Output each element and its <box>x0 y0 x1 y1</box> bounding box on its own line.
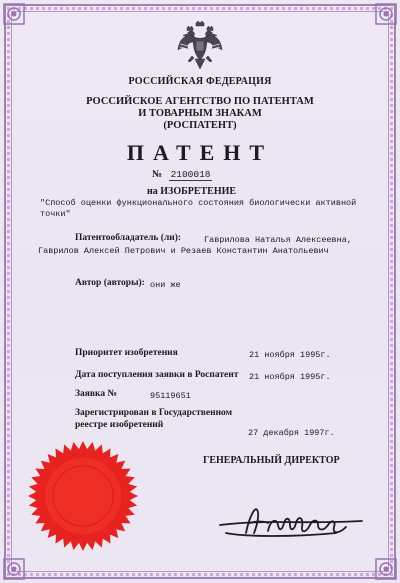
federation-heading: РОССИЙСКАЯ ФЕДЕРАЦИЯ <box>128 76 272 87</box>
filing-date: 21 ноября 1995г. <box>249 372 331 382</box>
invention-title-line: точки" <box>40 209 71 219</box>
handwritten-signature-icon <box>216 503 366 543</box>
corner-ornament-icon <box>373 1 399 27</box>
application-label: Заявка № <box>75 389 118 399</box>
agency-line: (РОСПАТЕНТ) <box>163 120 237 131</box>
corner-ornament-icon <box>1 556 27 582</box>
patent-number-value: 2100018 <box>170 169 211 180</box>
invention-title <box>40 198 380 220</box>
seal-center <box>45 458 121 534</box>
document-title: ПАТЕНТ <box>126 140 274 165</box>
red-wafer-seal-icon <box>27 440 139 552</box>
owners-label: Патентообладатель (ли): <box>75 233 182 243</box>
number-sign: № <box>152 169 163 180</box>
filing-label: Дата поступления заявки в Роспатент <box>75 370 239 380</box>
agency-line: И ТОВАРНЫМ ЗНАКАМ <box>138 108 262 119</box>
patent-number <box>152 169 212 180</box>
registered-label-line: реестре изобретений <box>75 420 164 430</box>
agency-heading <box>0 96 400 132</box>
priority-date: 21 ноября 1995г. <box>249 350 331 360</box>
invention-label: на ИЗОБРЕТЕНИЕ <box>147 186 237 197</box>
owners-value: Гаврилова Наталья Алексеевна, <box>204 235 352 245</box>
authors-label: Автор (авторы): <box>75 278 145 288</box>
application-number: 95119651 <box>150 391 191 401</box>
registration-date: 27 декабря 1997г. <box>248 428 335 438</box>
director-title: ГЕНЕРАЛЬНЫЙ ДИРЕКТОР <box>203 455 340 466</box>
agency-line: РОССИЙСКОЕ АГЕНТСТВО ПО ПАТЕНТАМ <box>86 96 314 107</box>
corner-ornament-icon <box>1 1 27 27</box>
double-headed-eagle-emblem-icon <box>176 20 224 72</box>
registered-label-line: Зарегистрирован в Государственном <box>75 408 233 418</box>
corner-ornament-icon <box>373 556 399 582</box>
registered-label <box>75 407 232 431</box>
authors-value: они же <box>150 280 181 290</box>
owners-value: Гаврилов Алексей Петрович и Резаев Константин Анатольевич <box>38 246 329 256</box>
priority-label: Приоритет изобретения <box>75 348 178 358</box>
invention-title-line: "Способ оценки функционального состояния биологически активной <box>40 198 357 208</box>
